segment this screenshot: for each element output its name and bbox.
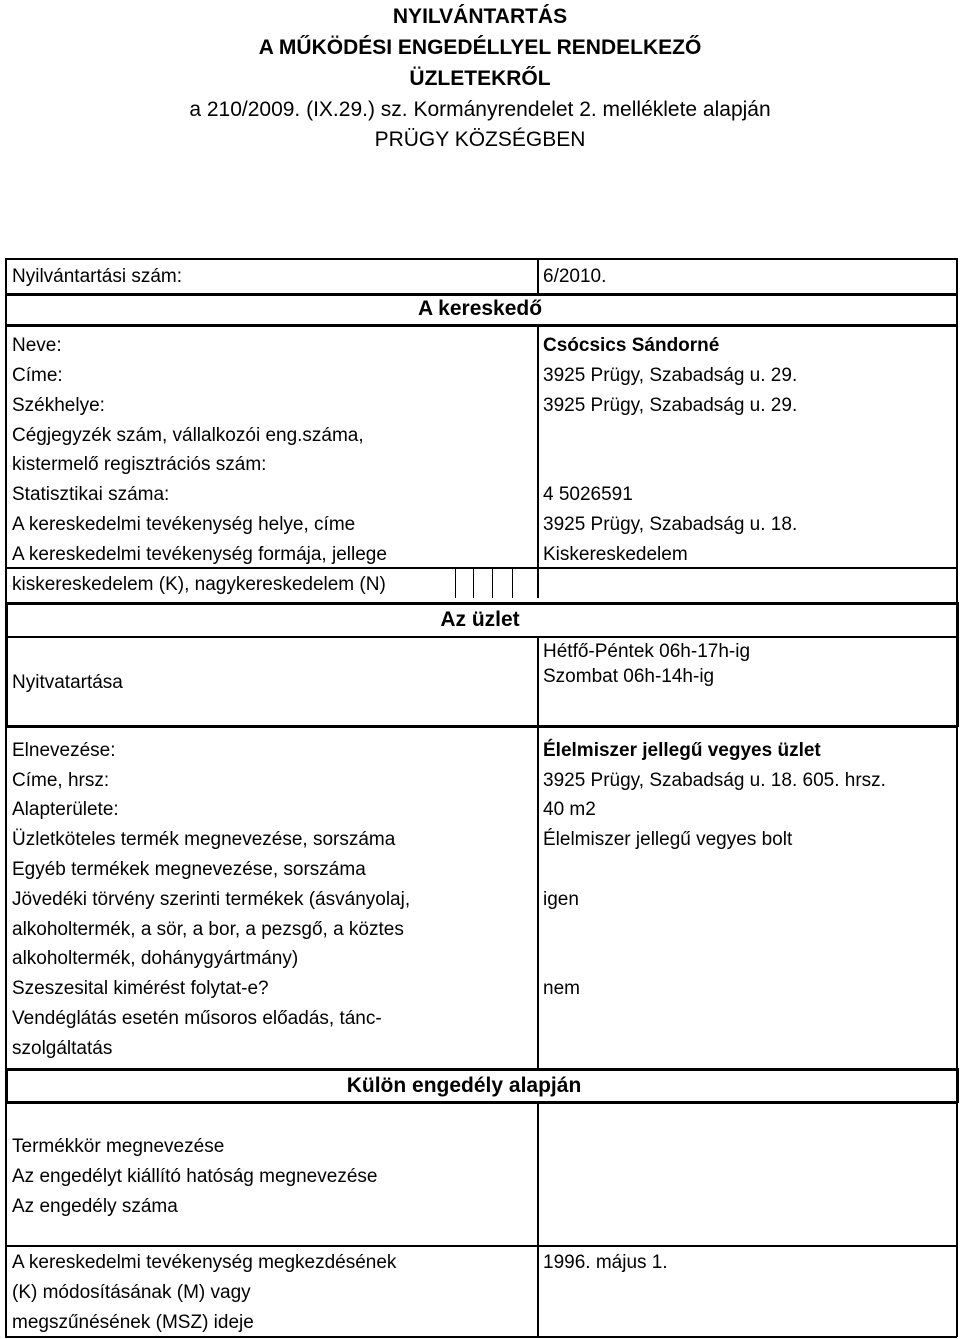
trader-address-value: 3925 Prügy, Szabadság u. 29. xyxy=(543,365,798,386)
table-border-right xyxy=(956,258,958,1337)
shop-spirit-value: nem xyxy=(543,978,580,999)
permit-number-label: Az engedély száma xyxy=(12,1196,178,1217)
permit-section-border-bottom xyxy=(5,1101,958,1104)
shop-product-value: Élelmiszer jellegű vegyes bolt xyxy=(543,829,793,850)
kind-box-border xyxy=(473,568,474,598)
kind-column-divider xyxy=(537,568,539,598)
shop-section-border-bottom xyxy=(5,636,957,638)
doc-title-line1: NYILVÁNTARTÁS xyxy=(392,5,568,28)
table-border-top xyxy=(5,258,957,260)
trader-form-divider xyxy=(5,567,957,569)
start-label-line3: megszűnésének (MSZ) ideje xyxy=(12,1312,254,1333)
kind-box-border xyxy=(492,568,493,598)
shop-other-label: Egyéb termékek megnevezése, sorszáma xyxy=(12,859,366,880)
trader-name-label: Neve: xyxy=(12,335,62,356)
permit-authority-label: Az engedélyt kiállító hatóság megnevezése xyxy=(12,1166,378,1187)
shop-show-label-line2: szolgáltatás xyxy=(12,1038,113,1059)
start-label-line1: A kereskedelmi tevékenység megkezdésének xyxy=(12,1252,397,1273)
shop-excise-value: igen xyxy=(543,889,579,910)
trader-reg-label-line2: kistermelő regisztrációs szám: xyxy=(12,454,267,475)
shop-section-title: Az üzlet xyxy=(440,608,520,631)
shop-excise-label-line3: alkoholtermék, dohánygyártmány) xyxy=(12,948,299,969)
column-divider-shop xyxy=(537,727,539,1068)
shop-area-value: 40 m2 xyxy=(543,799,596,820)
doc-title-line3: ÜZLETEKRŐL xyxy=(409,67,551,90)
trader-seat-label: Székhelye: xyxy=(12,395,105,416)
column-divider-start xyxy=(537,1245,539,1337)
doc-subtitle-decree: a 210/2009. (IX.29.) sz. Kormányrendelet 2. melléklete alapján xyxy=(189,98,771,121)
shop-excise-label-line2: alkoholtermék, a sör, a bor, a pezsgő, a köztes xyxy=(12,919,404,940)
trader-stat-value: 4 5026591 xyxy=(543,484,633,505)
column-divider-registry xyxy=(537,258,539,293)
registry-label: Nyilvántartási szám: xyxy=(12,266,182,287)
shop-area-label: Alapterülete: xyxy=(12,799,119,820)
trader-stat-label: Statisztikai száma: xyxy=(12,484,170,505)
permit-range-label: Termékkör megnevezése xyxy=(12,1136,225,1157)
shop-hours-border-bottom xyxy=(5,725,958,728)
trader-address-label: Címe: xyxy=(12,365,63,386)
shop-hours-weekdays: Hétfő-Péntek 06h-17h-ig xyxy=(543,641,751,662)
trader-section-border-bottom xyxy=(5,324,958,327)
shop-hours-label: Nyitvatartása xyxy=(12,672,123,693)
start-row-border-top xyxy=(5,1245,957,1247)
trader-seat-value: 3925 Prügy, Szabadság u. 29. xyxy=(543,395,798,416)
trader-place-label: A kereskedelmi tevékenység helye, címe xyxy=(12,514,356,535)
shop-address-value: 3925 Prügy, Szabadság u. 18. 605. hrsz. xyxy=(543,770,886,791)
column-divider-hours xyxy=(537,637,539,725)
shop-address-label: Címe, hrsz: xyxy=(12,770,110,791)
trader-form-value: Kiskereskedelem xyxy=(543,544,688,565)
column-divider-permit xyxy=(537,1103,539,1245)
trader-kind-label: kiskereskedelem (K), nagykereskedelem (N) xyxy=(12,574,386,595)
permit-section-title: Külön engedély alapján xyxy=(346,1074,582,1097)
trader-reg-label-line1: Cégjegyzék szám, vállalkozói eng.száma, xyxy=(12,425,364,446)
shop-product-label: Üzletköteles termék megnevezése, sorszáma xyxy=(12,829,396,850)
trader-place-value: 3925 Prügy, Szabadság u. 18. xyxy=(543,514,798,535)
trader-section-title: A kereskedő xyxy=(417,297,543,320)
shop-show-label-line1: Vendéglátás esetén műsoros előadás, tánc- xyxy=(12,1008,382,1029)
trader-name-value: Csócsics Sándorné xyxy=(543,335,720,356)
trader-form-label: A kereskedelmi tevékenység formája, jellege xyxy=(12,544,387,565)
kind-box-border xyxy=(455,568,456,598)
doc-title-line2: A MŰKÖDÉSI ENGEDÉLLYEL RENDELKEZŐ xyxy=(258,36,702,59)
start-label-line2: (K) módosításának (M) vagy xyxy=(12,1282,251,1303)
shop-name-value: Élelmiszer jellegű vegyes üzlet xyxy=(543,740,821,761)
table-border-left xyxy=(5,258,7,1337)
shop-name-label: Elnevezése: xyxy=(12,740,116,761)
start-date-value: 1996. május 1. xyxy=(543,1252,668,1273)
doc-subtitle-village: PRÜGY KÖZSÉGBEN xyxy=(374,128,586,151)
kind-box-border xyxy=(512,568,513,598)
registry-value: 6/2010. xyxy=(543,266,607,287)
shop-excise-label-line1: Jövedéki törvény szerinti termékek (ásványolaj, xyxy=(12,889,411,910)
shop-hours-saturday: Szombat 06h-14h-ig xyxy=(543,666,715,687)
shop-spirit-label: Szeszesital kimérést folytat-e? xyxy=(12,978,269,999)
table-border-bottom xyxy=(5,1336,957,1338)
column-divider-trader xyxy=(537,325,539,568)
